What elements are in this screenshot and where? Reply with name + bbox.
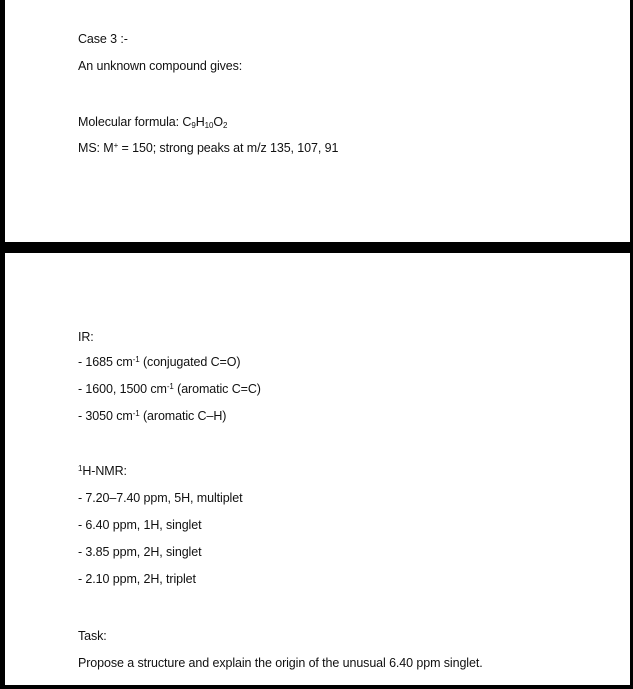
ms-prefix: MS: M <box>78 141 114 155</box>
ir-item-sup: -1 <box>166 382 174 391</box>
ms-data <box>78 140 338 156</box>
case-title: Case 3 :- <box>78 32 128 46</box>
nmr-heading-text: H-NMR: <box>82 464 127 478</box>
nmr-heading-sup: 1 <box>78 464 83 473</box>
ir-item <box>78 354 240 370</box>
formula-c-count: 9 <box>191 121 196 130</box>
top-panel <box>5 0 630 242</box>
ir-item-text: - 1600, 1500 cm <box>78 382 167 396</box>
formula-h-count: 10 <box>204 121 214 130</box>
nmr-item: - 2.10 ppm, 2H, triplet <box>78 572 196 586</box>
formula-c: C <box>182 115 192 129</box>
formula-h: H <box>195 115 205 129</box>
ir-item-suffix: (aromatic C–H) <box>139 409 227 423</box>
ir-item-text: - 1685 cm <box>78 355 133 369</box>
intro-text: An unknown compound gives: <box>78 59 243 73</box>
ms-rest: = 150; strong peaks at m/z 135, 107, 91 <box>118 141 339 155</box>
formula-o-count: 2 <box>222 121 228 130</box>
formula-o: O <box>213 115 223 129</box>
ir-item-sup: -1 <box>132 355 140 364</box>
ir-item-text: - 3050 cm <box>78 409 133 423</box>
ir-item-suffix: (aromatic C=C) <box>173 382 261 396</box>
formula-label: Molecular formula: <box>78 115 183 129</box>
nmr-heading <box>78 463 127 479</box>
nmr-item: - 7.20–7.40 ppm, 5H, multiplet <box>78 491 243 505</box>
task-text: Propose a structure and explain the origin of the unusual 6.40 ppm singlet. <box>78 656 483 670</box>
ir-item <box>78 408 226 424</box>
molecular-formula <box>78 114 227 130</box>
ir-heading: IR: <box>78 330 94 344</box>
ir-item <box>78 381 261 397</box>
nmr-item: - 3.85 ppm, 2H, singlet <box>78 545 202 559</box>
task-heading: Task: <box>78 629 107 643</box>
ir-item-sup: -1 <box>132 409 140 418</box>
nmr-item: - 6.40 ppm, 1H, singlet <box>78 518 202 532</box>
ir-item-suffix: (conjugated C=O) <box>139 355 241 369</box>
ms-charge: + <box>113 141 119 150</box>
bottom-panel <box>5 253 630 685</box>
